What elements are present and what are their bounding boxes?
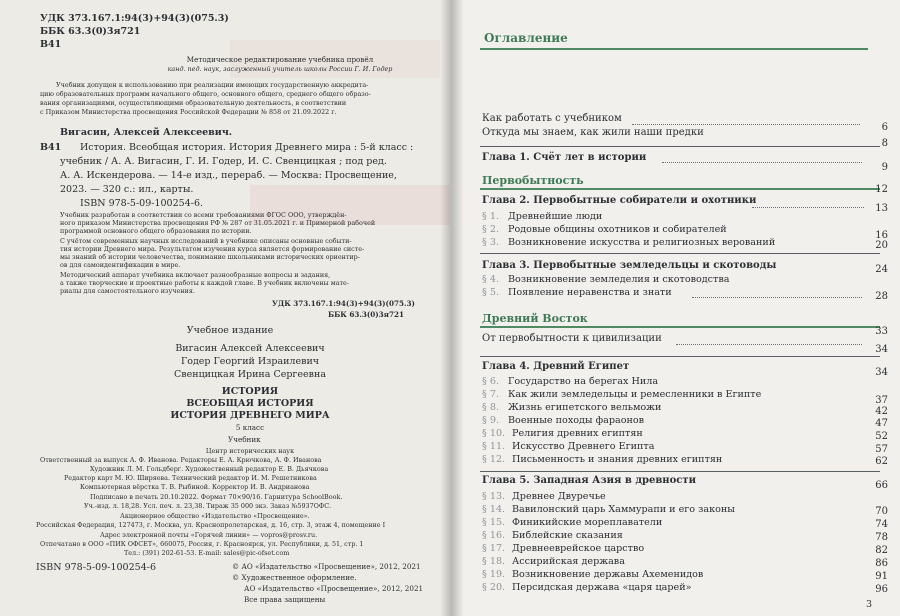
toc-entry-page: 78 — [875, 532, 888, 543]
toc-entry-text: Государство на берегах Нила — [508, 376, 659, 387]
desc-line: Методический аппарат учебника включает разнообразные вопросы и задания, — [60, 271, 331, 279]
chapter-heading: Глава 4. Древний Египет — [482, 361, 630, 372]
desc-line: а также творческие и проектные работы к каждой главе. В учебник включены мате- — [60, 279, 349, 287]
paragraph-number: § 1. — [482, 211, 499, 222]
toc-entry-text: Возникновение искусства и религиозных верований — [508, 237, 776, 248]
toc-entry-page: 70 — [875, 506, 888, 517]
bbk-code-2: ББК 63.3(0)3я721 — [328, 310, 404, 319]
approval-line: вания организациями, осуществляющими образовательную деятельность, в соответствии — [40, 99, 347, 107]
toc-entry-page: 82 — [875, 545, 888, 556]
section-title: Древний Восток — [482, 312, 588, 325]
paragraph-number: § 8. — [482, 402, 499, 413]
approval-line: цию образовательных программ начального общего, основного общего, среднего общего образо- — [40, 90, 371, 98]
toc-entry-page: 12 — [875, 184, 888, 195]
isbn-main: ISBN 978-5-09-100254-6. — [80, 198, 204, 209]
section-rule — [480, 48, 868, 50]
toc-entry-page: 16 — [875, 230, 888, 241]
toc-entry-text: Как работать с учебником — [482, 113, 622, 124]
approval-line: Учебник допущен к использованию при реализации имеющих государственную аккредита- — [56, 81, 369, 89]
toc-entry-text: Библейские сказания — [512, 530, 623, 541]
toc-entry-text: Ассирийская держава — [512, 556, 625, 567]
chapter-heading: Глава 5. Западная Азия в древности — [482, 475, 696, 486]
toc-entry-text: Появление неравенства и знати — [508, 287, 672, 298]
leader-dots — [752, 207, 864, 208]
imprint-line: Адрес электронной почты «Горячей линии» — vopros@prosv.ru. — [100, 531, 318, 539]
chapter-heading: Глава 3. Первобытные земледельцы и скотоводы — [482, 260, 777, 271]
editor-line: Методическое редактирование учебника провёл — [186, 55, 374, 64]
desc-line: программой основного общего образования по истории. — [60, 227, 252, 235]
toc-entry-text: Древнее Двуречье — [512, 491, 606, 502]
toc-entry-text: Возникновение державы Ахеменидов — [512, 569, 704, 580]
book-title: ИСТОРИЯ ДРЕВНЕГО МИРА — [170, 410, 330, 421]
paragraph-number: § 2. — [482, 224, 499, 235]
toc-entry-text: Родовые общины охотников и собирателей — [508, 224, 727, 235]
biblio-line: А. А. Искендерова. — 14-е изд., перераб. — Москва: Просвещение, — [60, 170, 397, 181]
leader-dots — [632, 124, 860, 125]
grade: 5 класс — [235, 423, 265, 432]
paragraph-number: § 16. — [482, 530, 506, 541]
paragraph-number: § 18. — [482, 556, 506, 567]
paragraph-number: § 3. — [482, 237, 499, 248]
copyright-line: Все права защищены — [244, 595, 326, 604]
imprint-line: Художник Л. М. Гольдберг. Художественный редактор Е. В. Дьячкова — [90, 465, 329, 473]
imprint-line: Подписано в печать 20.10.2022. Формат 70×90/16. Гарнитура SchoolBook. — [90, 493, 343, 501]
udk-code: УДК 373.167.1:94(3)+94(3)(075.3) — [40, 13, 229, 24]
approval-line: с Приказом Министерства просвещения Российской Федерации № 858 от 21.09.2022 г. — [40, 108, 337, 116]
right-page-contents — [452, 0, 900, 616]
toc-entry-page: 6 — [881, 122, 888, 133]
desc-line: мы знаний об истории человечества, понимание школьниками исторических ориентир- — [60, 253, 360, 261]
toc-entry-page: 8 — [881, 138, 888, 149]
chapter-heading: Глава 2. Первобытные собиратели и охотники — [482, 195, 757, 206]
paragraph-number: § 9. — [482, 415, 499, 426]
imprint-line: Редактор карт М. Ю. Ширяева. Технический редактор И. М. Решетникова — [64, 474, 317, 482]
imprint-line: Центр исторических наук — [205, 447, 295, 455]
section-rule — [480, 188, 880, 190]
divider — [480, 356, 880, 357]
biblio-author: Вигасин, Алексей Алексеевич. — [60, 127, 233, 138]
toc-entry-text: Откуда мы знаем, как жили наши предки — [482, 127, 704, 138]
author-name: Свенцицкая Ирина Сергеевна — [174, 369, 326, 380]
paragraph-number: § 15. — [482, 517, 506, 528]
udk-code-2: УДК 373.167.1:94(3)+94(3)(075.3) — [272, 299, 415, 308]
toc-entry-text: Персидская держава «царя царей» — [512, 582, 692, 593]
toc-entry-text: От первобытности к цивилизации — [482, 333, 662, 344]
toc-entry-page: 37 — [875, 395, 888, 406]
paragraph-number: § 11. — [482, 441, 506, 452]
imprint-line: Уч.-изд. л. 18,28. Усл. печ. л. 23,38. Тираж 35 000 экз. Заказ №5937ОФС. — [84, 502, 332, 510]
imprint-line: Компьютерная вёрстка Т. В. Рыбиной. Корректор И. В. Андрианова — [80, 483, 310, 491]
desc-line: ов для самоидентификации в мире. — [60, 261, 181, 269]
toc-entry-page: 20 — [875, 240, 888, 251]
author-name: Годер Георгий Израилевич — [180, 356, 320, 367]
biblio-line: История. Всеобщая история. История Древнего мира : 5-й класс : — [80, 142, 414, 153]
toc-entry-text: Вавилонский царь Хаммурапи и его законы — [512, 504, 735, 515]
section-title: Первобытность — [482, 174, 584, 187]
toc-entry-page: 57 — [875, 444, 888, 455]
page-number: 3 — [866, 599, 873, 610]
paragraph-number: § 4. — [482, 274, 499, 285]
toc-entry-text: Искусство Древнего Египта — [512, 441, 655, 452]
toc-entry-page: 34 — [875, 344, 888, 355]
isbn-bottom: ISBN 978-5-09-100254-6 — [36, 562, 156, 573]
bbk-code: ББК 63.3(0)3я721 — [40, 26, 141, 37]
paragraph-number: § 20. — [482, 582, 506, 593]
paragraph-number: § 6. — [482, 376, 499, 387]
toc-entry-text: Как жили земледельцы и ремесленники в Египте — [508, 389, 762, 400]
toc-entry-page: 13 — [875, 203, 888, 214]
toc-entry-text: Финикийские мореплаватели — [512, 517, 663, 528]
paragraph-number: § 19. — [482, 569, 506, 580]
desc-line: ного приказом Министерства просвещения РФ № 287 от 31.05.2021 г. и Примерной рабочей — [60, 219, 376, 227]
paragraph-number: § 7. — [482, 389, 499, 400]
imprint-line: Ответственный за выпуск А. Ф. Иванова. Редакторы Е. А. Крючкова, А. Ф. Иванова — [40, 456, 322, 464]
paragraph-number: § 13. — [482, 491, 506, 502]
toc-entry-page: 42 — [875, 406, 888, 417]
toc-entry-page: 62 — [875, 456, 888, 467]
imprint-line: Тел.: (391) 202-61-53. E-mail: sales@pic-ofset.com — [124, 549, 290, 557]
chapter-heading: Глава 1. Счёт лет в истории — [482, 152, 647, 163]
toc-entry-text: Древнееврейское царство — [512, 543, 645, 554]
divider — [480, 146, 880, 147]
leader-dots — [662, 162, 862, 163]
toc-entry-text: Древнейшие люди — [508, 211, 603, 222]
section-rule — [480, 326, 880, 328]
toc-title: Оглавление — [484, 31, 568, 45]
book-title: ВСЕОБЩАЯ ИСТОРИЯ — [186, 398, 314, 409]
desc-line: С учётом современных научных исследований в учебнике описаны основные событи- — [60, 237, 352, 245]
divider — [480, 471, 880, 472]
copyright-line: АО «Издательство «Просвещение», 2012, 2021 — [244, 584, 424, 593]
toc-entry-page: 91 — [875, 571, 888, 582]
book-title: ИСТОРИЯ — [221, 386, 279, 397]
toc-entry-text: Военные походы фараонов — [508, 415, 645, 426]
paragraph-number: § 5. — [482, 287, 499, 298]
desc-line: Учебник разработан в соответствии со всеми требованиями ФГОС ООО, утверждён- — [60, 211, 347, 219]
copyright-line: © АО «Издательство «Просвещение», 2012, 2021 — [232, 562, 421, 571]
toc-entry-page: 66 — [875, 480, 888, 491]
biblio-line: учебник / А. А. Вигасин, Г. И. Годер, И. С. Свенцицкая ; под ред. — [60, 156, 387, 167]
toc-entry-text: Возникновение земледелия и скотоводства — [508, 274, 730, 285]
biblio-code: B41 — [40, 142, 62, 153]
imprint-line: Российская Федерация, 127473, г. Москва, ул. Краснопролетарская, д. 16, стр. 3, этаж 4, помещение I — [36, 521, 386, 529]
imprint-line: Акционерное общество «Издательство «Просвещение». — [120, 512, 310, 520]
copyright-line: © Художественное оформление. — [232, 573, 357, 582]
author-sign: B41 — [40, 39, 62, 50]
leader-dots — [692, 297, 862, 298]
toc-entry-page: 86 — [875, 558, 888, 569]
toc-entry-page: 52 — [875, 431, 888, 442]
toc-entry-text: Жизнь египетского вельможи — [508, 402, 662, 413]
toc-entry-page: 9 — [881, 162, 888, 173]
desc-line: риалы для самостоятельного изучения. — [60, 287, 195, 295]
divider — [480, 253, 880, 254]
paragraph-number: § 14. — [482, 504, 506, 515]
author-name: Вигасин Алексей Алексеевич — [175, 343, 325, 354]
toc-entry-page: 96 — [875, 584, 888, 595]
toc-entry-page: 47 — [875, 418, 888, 429]
leader-dots — [676, 344, 862, 345]
book-kind: Учебник — [228, 435, 261, 444]
edition-type: Учебное издание — [186, 325, 274, 336]
paragraph-number: § 10. — [482, 428, 506, 439]
toc-entry-page: 33 — [875, 326, 888, 337]
toc-entry-page: 28 — [875, 291, 888, 302]
biblio-line: 2023. — 320 с.: ил., карты. — [60, 184, 194, 195]
toc-entry-page: 74 — [875, 519, 888, 530]
desc-line: тия истории Древнего мира. Результатом изучения курса является формирование систе- — [60, 245, 365, 253]
editor-line: канд. пед. наук, заслуженный учитель школы России Г. И. Годер — [167, 65, 393, 73]
paragraph-number: § 17. — [482, 543, 506, 554]
toc-entry-text: Религия древних египтян — [512, 428, 643, 439]
imprint-line: Отпечатано в ООО «ПИК ОФСЕТ», 660075, Россия, г. Красноярск, ул. Республики, д. 51, стр. 1 — [40, 540, 364, 548]
toc-entry-page: 24 — [875, 264, 888, 275]
toc-entry-page: 34 — [875, 367, 888, 378]
paragraph-number: § 12. — [482, 454, 506, 465]
toc-entry-text: Письменность и знания древних египтян — [512, 454, 723, 465]
